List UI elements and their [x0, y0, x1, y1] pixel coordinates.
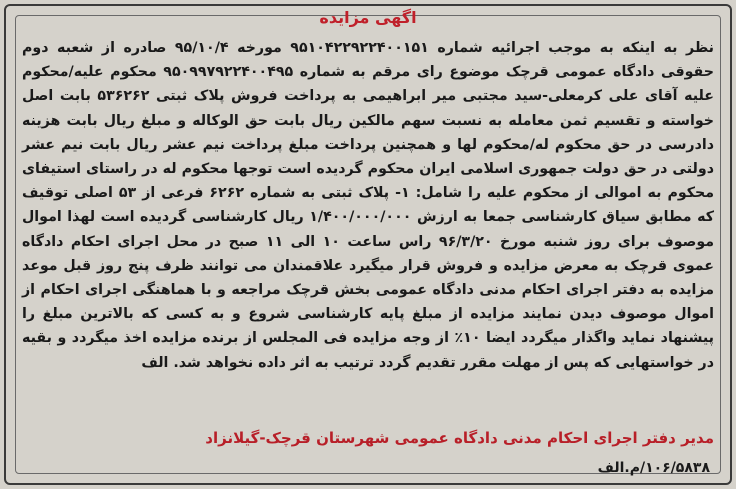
notice-signature: مدیر دفتر اجرای احکام مدنی دادگاه عمومی شهرستان قرچک-گیلانزاد: [205, 429, 714, 447]
notice-body: نظر به اینکه به موجب اجرائیه شماره ۹۵۱۰۴۲۲۹۲۲۴۰۰۱۵۱ مورخه ۹۵/۱۰/۴ صادره از شعبه دوم حقوقی دادگاه عمومی قرچک موضوع رای مرقم به شماره ۹۵۰۹۹۷۹۲۲۴۰۰۴۹۵ محکوم علیه/محکوم علیه آقای علی کرمعلی-سید مجتبی میر ابراهیمی به پرداخت فروش پلاک ثبتی ۵۳۶۲۶۲ بابت اصل خواسته و تقسیم ثمن معامله به نسبت سهم مالکین ریال بابت حق الوکاله و مبلغ ریال بابت هزینه دادرسی در حق محکوم له/محکوم لها و همچنین پرداخت مبلغ پرداخت نیم عشر ریال بابت نیم عشر دولتی در حق دولت جمهوری اسلامی ایران محکوم گردیده است توجها محکوم له در راستای استیفای محکوم به اموالی از محکوم علیه را شامل: ۱- پلاک ثبتی به شماره ۶۲۶۲ فرعی از ۵۳ اصلی توقیف که مطابق سیاق کارشناسی جمعا به ارزش ۱/۴۰۰/۰۰۰/۰۰۰ ریال کارشناسی گردیده است لهذا اموال موصوف برای روز شنبه مورخ ۹۶/۳/۲۰ راس ساعت ۱۰ الی ۱۱ صبح در محل اجرای احکام دادگاه عموی قرچک به معرض مزایده و فروش قرار میگیرد علاقمندان می توانند ظرف پنج روز قبل موعد مزایده به دفتر اجرای احکام مدنی دادگاه عمومی بخش قرچک مراجعه و با هماهنگی اجرای احکام از اموال موصوف دیدن نمایند مزایده از مبلغ پایه کارشناسی شروع و به کسی که بالاترین مبلغ را پیشنهاد نماید واگذار میگردد ایضا ۱۰٪ از وجه مزایده فی المجلس از برنده مزایده اخذ میگردد و بقیه در خواستهایی که پس از مهلت مقرر تقدیم گردد ترتیب به اثر داده نخواهد شد. الف: [22, 40, 714, 371]
notice-reference-number: ۱۰۶/۵۸۳۸/م.الف: [597, 460, 710, 476]
notice-title: اگهی مزایده: [319, 8, 417, 27]
